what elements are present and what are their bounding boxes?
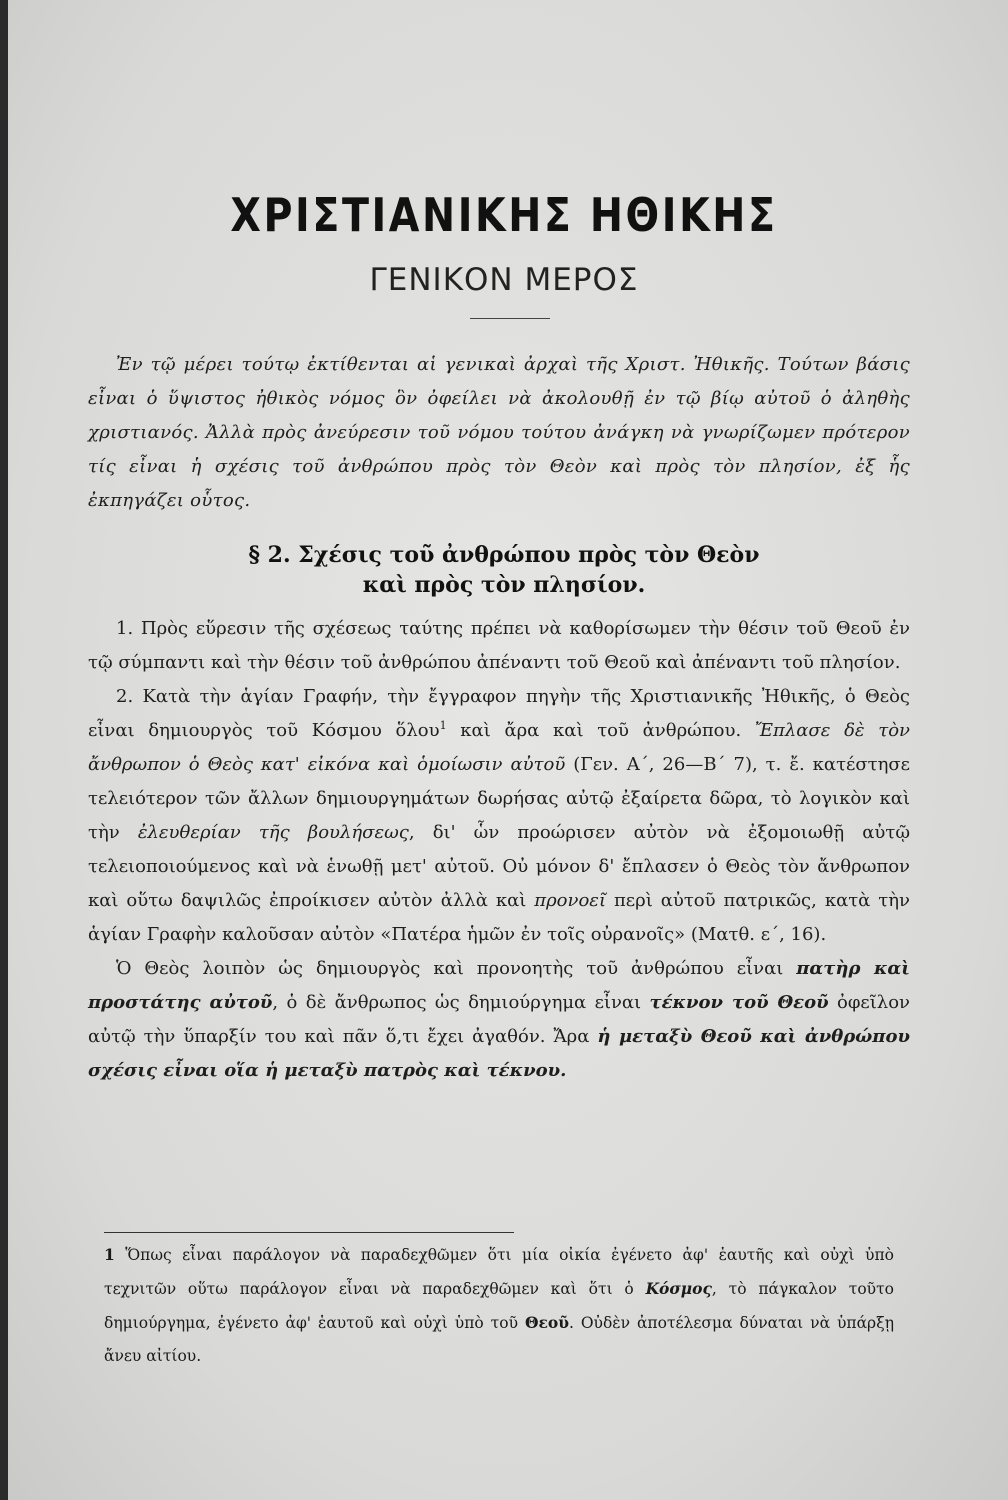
- p3-text-a: Ὁ Θεὸς λοιπὸν ὡς δημιουργὸς καὶ προνοητὴς τοῦ ἀνθρώπου εἶναι: [116, 958, 797, 979]
- p2-text-e: ἐλευθερίαν τῆς βουλήσεως: [137, 822, 409, 843]
- footnote: [104, 1238, 894, 1373]
- page-subtitle: ΓΕΝΙΚΟΝ ΜΕΡΟΣ: [369, 262, 639, 298]
- intro-text-b: ὕψιστος ἠθικὸς νόμος: [167, 388, 385, 409]
- intro-text-a: Ἐν τῷ μέρει τούτῳ ἐκτίθενται αἱ γενικαὶ ἀρχαὶ τῆς Χριστ. Ἠθικῆς. Τούτων βάσις εἶναι ὁ: [88, 354, 910, 409]
- p2-text-c: Ἔπλασε δὲ τὸν ἄνθρωπον ὁ Θεὸς κατ' εἰκόνα καὶ ὁμοίωσιν αὐτοῦ: [88, 720, 910, 775]
- footnote-text-d: Θεοῦ: [524, 1313, 569, 1332]
- title-divider: [470, 318, 550, 319]
- footnote-text-c: , τὸ πάγκαλον τοῦτο δημιούργημα, ἐγένετο ἀφ' ἑαυτοῦ καὶ οὐχὶ ὑπὸ τοῦ: [104, 1280, 894, 1332]
- paragraph-3: [88, 952, 910, 1088]
- p2-text-h: περὶ αὐτοῦ πατρικῶς, κατὰ τὴν ἁγίαν Γραφὴν καλοῦσαν αὐτὸν «Πατέρα ἡμῶν ἐν τοῖς οὐρανοῖς» (Ματθ. ε΄, 16).: [88, 890, 910, 945]
- p2-text-f: , δι' ὧν προώρισεν αὐτὸν νὰ ἐξομοιωθῇ αὐτῷ τελειοποιούμενος καὶ νὰ ἑνωθῇ μετ' αὐτοῦ. Οὐ μόνον δ' ἔπλασεν ὁ Θεὸς τὸν ἄνθρωπον καὶ οὕτω δαψιλῶς ἐπροίκισεν αὐτὸν ἀλλὰ καὶ: [88, 822, 911, 911]
- footnote-text-e: . Οὐδὲν ἀποτέλεσμα δύναται νὰ ὑπάρξῃ ἄνευ αἰτίου.: [104, 1314, 894, 1365]
- paragraph-2: [88, 680, 910, 952]
- p3-text-d: τέκνον τοῦ Θεοῦ: [649, 992, 829, 1013]
- p3-text-c: , ὁ δὲ ἄνθρωπος ὡς δημιούργημα εἶναι: [272, 992, 650, 1013]
- footnote-divider: [104, 1232, 514, 1233]
- footnote-text-b: Κόσμος: [645, 1279, 712, 1298]
- p3-text-f: ἡ μεταξὺ Θεοῦ καὶ ἀνθρώπου σχέσις εἶναι οἵα ἡ μεταξὺ πατρὸς καὶ τέκνου.: [88, 1026, 910, 1081]
- p3-text-b: πατὴρ καὶ προστάτης αὐτοῦ: [88, 958, 910, 1013]
- p2-text-g: προνοεῖ: [534, 890, 606, 911]
- p2-text-b: καὶ ἄρα καὶ τοῦ ἀνθρώπου.: [446, 720, 755, 741]
- p2-text-a: 2. Κατὰ τὴν ἁγίαν Γραφήν, τὴν ἔγγραφον πηγὴν τῆς Χριστιανικῆς Ἠθικῆς, ὁ Θεὸς εἶναι δημιουργὸς τοῦ Κόσμου ὅλου: [88, 686, 910, 741]
- section-heading: [0, 540, 1008, 600]
- section-heading-line1: § 2. Σχέσις τοῦ ἀνθρώπου πρὸς τὸν Θεὸν: [248, 542, 760, 568]
- paragraph-1: 1. Πρὸς εὕρεσιν τῆς σχέσεως ταύτης πρέπει νὰ καθορίσωμεν τὴν θέσιν τοῦ Θεοῦ ἐν τῷ σύμπαντι καὶ τὴν θέσιν τοῦ ἀνθρώπου ἀπέναντι τοῦ Θεοῦ καὶ ἀπέναντι τοῦ πλησίον.: [88, 618, 910, 673]
- footnote-ref: 1: [439, 719, 447, 732]
- p3-text-e: ὀφεῖλον αὐτῷ τὴν ὕπαρξίν του καὶ πᾶν ὅ,τι ἔχει ἀγαθόν. Ἄρα: [88, 992, 910, 1047]
- page-title: ΧΡΙΣΤΙΑΝΙΚΗΣ ΗΘΙΚΗΣ: [230, 188, 778, 242]
- section-heading-line2: καὶ πρὸς τὸν πλησίον.: [362, 572, 646, 598]
- footnote-number: 1: [104, 1245, 115, 1264]
- page-edge-shadow: [0, 0, 8, 1500]
- body-text: [88, 612, 910, 1088]
- p2-text-d: (Γεν. Α΄, 26—Β΄ 7), τ. ἔ. κατέστησε τελειότερον τῶν ἄλλων δημιουργημάτων δωρήσας αὐτῷ ἐξαίρετα δῶρα, τὸ λογικὸν καὶ τὴν: [88, 754, 910, 843]
- footnote-text-a: Ὅπως εἶναι παράλογον νὰ παραδεχθῶμεν ὅτι μία οἰκία ἐγένετο ἀφ' ἑαυτῆς καὶ οὐχὶ ὑπὸ τεχνιτῶν οὕτω παράλογον εἶναι νὰ παραδεχθῶμεν καὶ ὅτι ὁ: [104, 1246, 894, 1298]
- intro-text-c: ὃν ὀφείλει νὰ ἀκολουθῇ ἐν τῷ βίῳ αὐτοῦ ὁ ἀληθὴς χριστιανός. Ἀλλὰ πρὸς ἀνεύρεσιν τοῦ νόμου τούτου ἀνάγκη νὰ γνωρίζωμεν πρότερον τίς εἶναι ἡ σχέσις τοῦ ἀνθρώπου πρὸς τὸν Θεὸν καὶ πρὸς τὸν πλησίον, ἐξ ἧς ἐκπηγάζει οὗτος.: [88, 388, 910, 511]
- intro-paragraph: [88, 348, 910, 518]
